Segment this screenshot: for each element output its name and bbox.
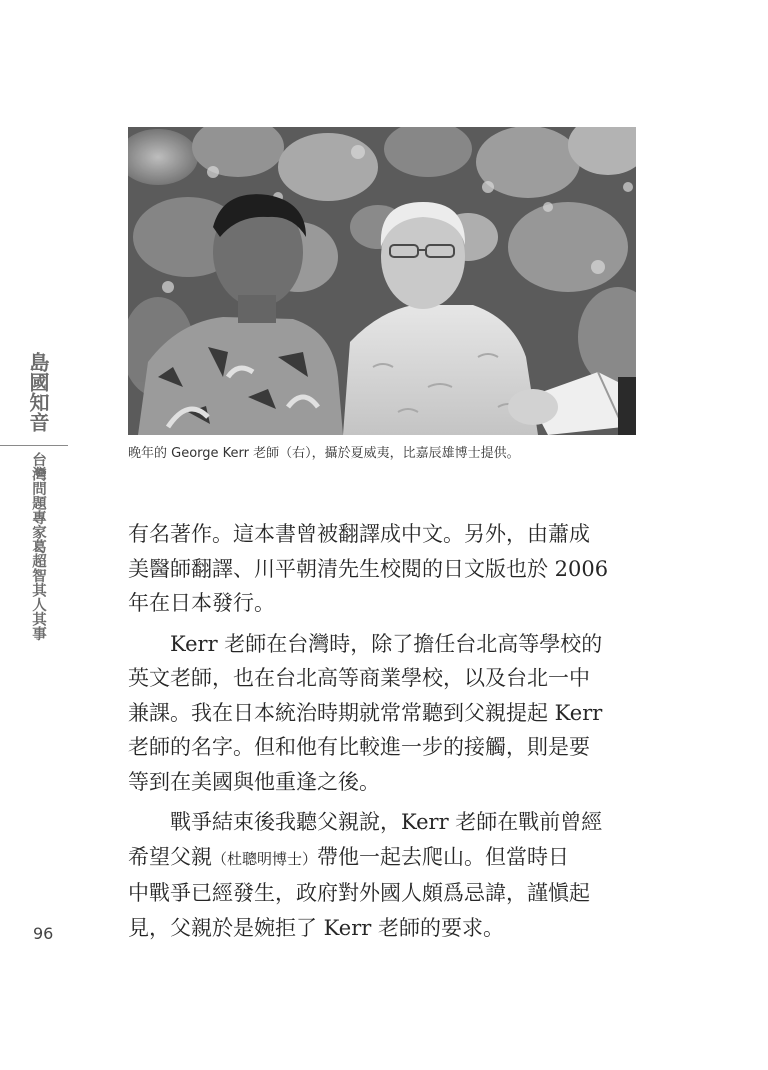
text-line: 兼課。我在日本統治時期就常常聽到父親提起 Kerr	[128, 700, 603, 725]
text-line: Kerr 老師在台灣時，除了擔任台北高等學校的	[170, 631, 603, 656]
photo-george-kerr	[128, 127, 636, 435]
text-line: 老師的名字。但和他有比較進一步的接觸，則是要	[128, 735, 590, 759]
sidebar-divider	[0, 445, 68, 446]
text-fragment: 帶他一起去爬山。但當時日	[317, 844, 570, 869]
body-text	[128, 517, 638, 945]
book-subtitle-vertical: 台灣問題專家葛超智其人其事	[30, 452, 46, 641]
text-line: 有名著作。這本書曾被翻譯成中文。另外，由蕭成	[128, 522, 590, 546]
text-line	[128, 840, 638, 877]
inline-note: （杜聰明博士）	[212, 849, 318, 868]
text-line: 英文老師，也在台北高等商業學校，以及台北一中	[128, 666, 590, 690]
paragraph-1	[128, 517, 638, 621]
text-line: 中戰爭已經發生，政府對外國人頗爲忌諱，謹愼起	[128, 881, 590, 905]
text-line: 年在日本發行。	[128, 591, 275, 615]
text-line: 戰爭結束後我聽父親說，Kerr 老師在戰前曾經	[170, 810, 603, 834]
paragraph-3	[128, 805, 638, 945]
photo-caption: 晚年的 George Kerr 老師（右），攝於夏威夷，比嘉辰雄博士提供。	[128, 446, 520, 461]
text-line: 美醫師翻譯、川平朝清先生校閱的日文版也於 2006	[128, 556, 609, 581]
page-number: 96	[33, 924, 54, 943]
paragraph-2	[128, 627, 638, 800]
book-title-vertical: 島國知音	[26, 352, 50, 432]
text-line: 等到在美國與他重逢之後。	[128, 769, 380, 794]
text-line: 見，父親於是婉拒了 Kerr 老師的要求。	[128, 915, 504, 940]
text-fragment: 希望父親	[128, 844, 212, 869]
